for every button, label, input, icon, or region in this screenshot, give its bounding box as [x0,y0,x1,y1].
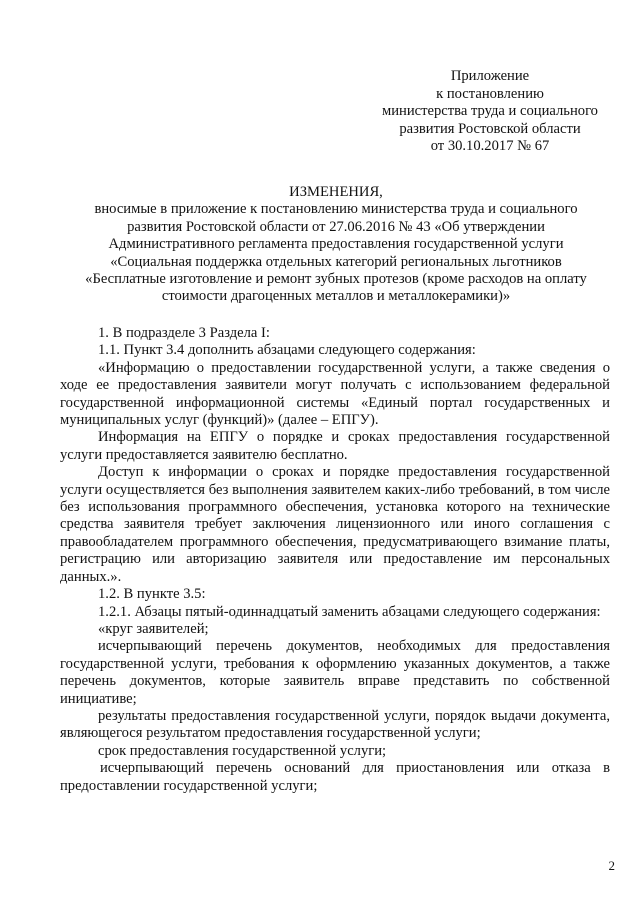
heading-line: развития Ростовской области от 27.06.2016 № 43 «Об утверждении [127,218,545,235]
appendix-block [340,68,640,156]
page-number: 2 [608,858,615,873]
appendix-line: от 30.10.2017 № 67 [430,138,550,155]
heading-line: вносимые в приложение к постановлению министерства труда и социального [94,201,578,218]
appendix-line: развития Ростовской области [399,120,581,137]
document-heading [66,184,606,306]
document-title: ИЗМЕНЕНИЯ, [289,184,383,200]
paragraph: «круг заявителей; [98,620,209,637]
paragraph: 1.2. В пункте 3.5: [98,586,206,603]
appendix-line: Приложение [450,68,530,84]
paragraph: исчерпывающий перечень документов, необходимых для предоставления государственной услуги, требования к оформлению указанных документов, а также перечень документов, которые заявитель вправе представить по собственной инициативе; [60,638,610,707]
paragraph: Информация на ЕПГУ о порядке и сроках предоставления государственной услуги предоставляется заявителю бесплатно. [60,429,610,463]
paragraph: 1.1. Пункт 3.4 дополнить абзацами следующего содержания: [98,342,476,359]
paragraph: срок предоставления государственной услуги; [98,742,387,759]
heading-line: стоимости драгоценных металлов и металлокерамики)» [161,288,511,305]
heading-line: «Бесплатные изготовление и ремонт зубных протезов (кроме расходов на оплату [85,271,587,288]
document-body [60,325,610,795]
paragraph: исчерпывающий перечень оснований для приостановления или отказа в предоставлении государственной услуги; [60,760,610,794]
appendix-line: министерства труда и социального [382,103,598,120]
paragraph: «Информацию о предоставлении государственной услуги, а также сведения о ходе ее предоставления заявители могут получать с использованием федеральной государственной информационной системы «Единый портал государственных и муниципальных услуг (функций)» (далее – ЕПГУ). [60,359,610,429]
heading-line: Административного регламента предоставления государственной услуги [108,236,564,253]
paragraph: 1. В подразделе 3 Раздела I: [98,325,270,341]
paragraph: Доступ к информации о сроках и порядке предоставления государственной услуги осуществляется без выполнения заявителем каких-либо требований, в том числе без использования программного обеспечения, установка которого на технические средства заявителя требует заключения лицензионного или иного соглашения с правообладателем программного обеспечения, предусматривающего взимание платы, регистрацию или авторизацию заявителя или предоставление им персональных данных.». [60,464,610,585]
appendix-line: к постановлению [436,85,544,102]
paragraph: результаты предоставления государственной услуги, порядок выдачи документа, являющегося результатом предоставления государственной услуги; [60,707,610,742]
heading-line: «Социальная поддержка отдельных категорий региональных льготников [110,253,562,270]
paragraph: 1.2.1. Абзацы пятый-одиннадцатый заменить абзацами следующего содержания: [98,603,601,620]
